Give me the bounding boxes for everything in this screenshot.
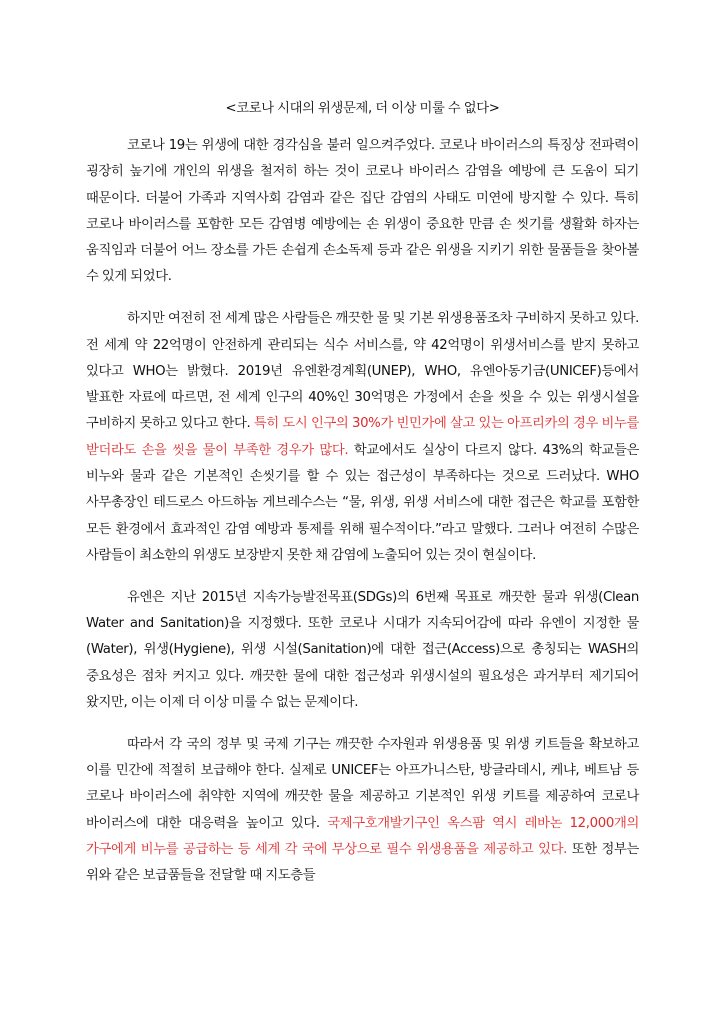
paragraph-2 <box>86 306 639 569</box>
paragraph-text: 따라서 각 국의 정부 및 국제 기구는 깨끗한 수자원과 위생용품 및 위생 키트들을 확보하고 이를 민간에 적절히 보급해야 한다. 실제로 UNICEF는 아프가니스탄, 방글라데시, 케냐, 베트남 등 코로나 바이러스에 취약한 지역에 깨끗한 물을 제공하고 기본적인 위생 키트를 제공하여 코로나 바이러스에 대한 대응력을 높이고 있다. <box>86 736 639 831</box>
paragraph-text: 하지만 여전히 전 세계 많은 사람들은 깨끗한 물 및 기본 위생용품조차 구비하지 못하고 있다. 전 세계 약 22억명이 안전하게 관리되는 식수 서비스를, 약 42억명이 위생서비스를 받지 못하고 있다고 WHO는 밝혔다. 2019년 유엔환경계획(UNEP), WHO, 유엔아동기금(UNICEF)등에서 발표한 자료에 따르면, 전 세계 인구의 40%인 30억명은 가정에서 손을 씻을 수 있는 위생시설을 구비하지 못하고 있다고 한다. <box>86 311 639 432</box>
paragraph-text: 학교에서도 실상이 다르지 않다. 43%의 학교들은 비누와 물과 같은 기본적인 손씻기를 할 수 있는 접근성이 부족하다는 것으로 드러났다. WHO 사무총장인 테드로스 아드하놈 게브레수스는 “물, 위생, 위생 서비스에 대한 접근은 학교를 포함한 모든 환경에서 효과적인 감염 예방과 통제를 위해 필수적이다.”라고 말했다. 그러나 여전히 수많은 사람들이 최소한의 위생도 보장받지 못한 채 감염에 노출되어 있는 것이 현실이다. <box>86 442 639 563</box>
highlighted-text: 국제구호개발기구인 옥스팜 역시 레바논 12,000개의 가구에게 비누를 공급하는 등 세계 각 국에 무상으로 필수 위생용품을 제공하고 있다. <box>86 815 639 857</box>
highlighted-text: 특히 도시 인구의 30%가 빈민가에 살고 있는 아프리카의 경우 비누를 받더라도 손을 씻을 물이 부족한 경우가 많다. <box>86 416 640 458</box>
paragraph-4 <box>86 732 639 890</box>
paragraph-text: 코로나 19는 위생에 대한 경각심을 불러 일으켜주었다. 코로나 바이러스의 특징상 전파력이 굉장히 높기에 개인의 위생을 철저히 하는 것이 코로나 바이러스 감염을 예방에 큰 도움이 되기 때문이다. 더불어 가족과 지역사회 감염과 같은 집단 감염의 사태도 미연에 방지할 수 있다. 특히 코로나 바이러스를 포함한 모든 감염병 예방에는 손 위생이 중요한 만큼 손 씻기를 생활화 하자는 움직임과 더불어 어느 장소를 가든 손쉽게 손소독제 등과 같은 위생을 지키기 위한 물품들을 찾아볼 수 있게 되었다. <box>86 138 639 285</box>
paragraph-1 <box>86 133 639 291</box>
paragraph-3 <box>86 585 639 716</box>
document-body <box>86 96 639 905</box>
paragraph-text: 유엔은 지난 2015년 지속가능발전목표(SDGs)의 6번째 목표로 깨끗한 물과 위생(Clean Water and Sanitation)을 지정했다. 또한 코로나 시대가 지속되어감에 따라 유엔이 지정한 물(Water), 위생(Hygiene), 위생 시설(Sanitation)에 대한 접근(Access)으로 총칭되는 WASH의 중요성은 점차 커지고 있다. 깨끗한 물에 대한 접근성과 위생시설의 필요성은 과거부터 제기되어 왔지만, 이는 이제 더 이상 미룰 수 없는 문제이다. <box>86 589 639 710</box>
paragraph-text: 또한 정부는 위와 같은 보급품들을 전달할 때 지도층들 <box>86 841 640 884</box>
document-title: <코로나 시대의 위생문제, 더 이상 미룰 수 없다> <box>225 101 500 116</box>
